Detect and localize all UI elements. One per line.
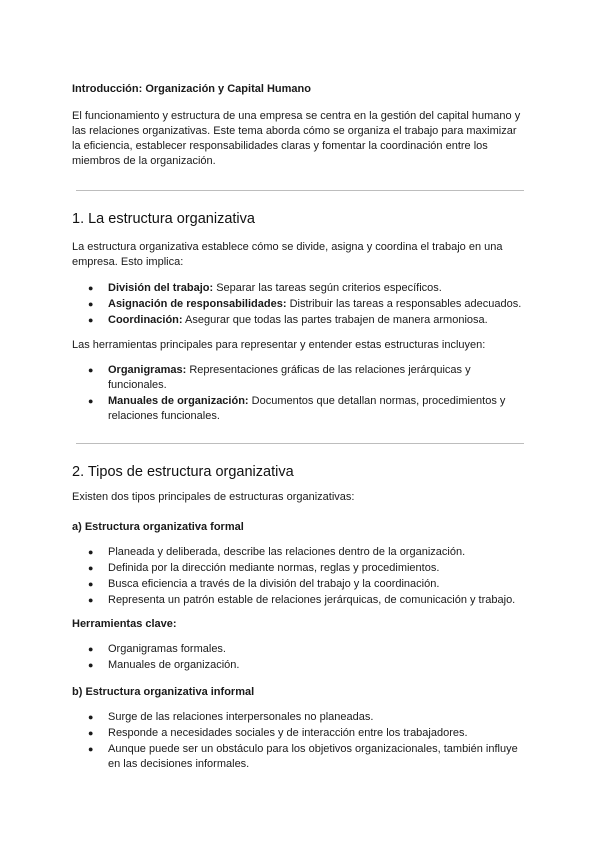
bullet-icon: ● [88,660,94,670]
list-item-text: Definida por la dirección mediante normas, reglas y procedimientos. [108,562,440,574]
divider [76,443,524,444]
bullet-icon: ● [88,396,94,406]
list-item [72,297,528,312]
list-item-text: Responde a necesidades sociales y de interacción entre los trabajadores. [108,727,468,739]
intro-title: Introducción: Organización y Capital Humano [72,83,311,95]
list-item [72,281,528,296]
tools-list [72,642,528,674]
intro-paragraph: El funcionamiento y estructura de una empresa se centra en la gestión del capital humano y las relaciones organizativas. Este tema aborda cómo se organiza el trabajo para maximizar la eficiencia, establecer responsabilidades claras y fomentar la coordinación entre los miembros de la organización. [72,110,521,167]
formal-list [72,545,528,609]
list-item-term: Manuales de organización: [108,395,249,407]
bullet-icon: ● [88,547,94,557]
bullet-icon: ● [88,728,94,738]
list-item [72,726,528,741]
list-item [72,658,528,673]
bullet-icon: ● [88,595,94,605]
section-1-paragraph: La estructura organizativa establece cómo se divide, asigna y coordina el trabajo en una empresa. Esto implica: [72,241,503,268]
bullet-icon: ● [88,365,94,375]
informal-heading: b) Estructura organizativa informal [72,686,255,698]
bullet-icon: ● [88,563,94,573]
list-item-text: Organigramas formales. [108,643,226,655]
bullet-icon: ● [88,744,94,754]
list-item [72,561,528,576]
bullet-icon: ● [88,315,94,325]
list-item [72,577,528,592]
list-item [72,742,528,772]
list-item [72,394,528,424]
formal-heading: a) Estructura organizativa formal [72,521,244,533]
list-item-term: División del trabajo: [108,282,214,294]
list-item [72,313,528,328]
list-item-text: Surge de las relaciones interpersonales no planeadas. [108,711,374,723]
tools-heading: Herramientas clave: [72,618,177,630]
list-item-desc: Separar las tareas según criterios específicos. [216,282,442,294]
section-1-paragraph-2: Las herramientas principales para representar y entender estas estructuras incluyen: [72,339,486,351]
list-item-text: Representa un patrón estable de relaciones jerárquicas, de comunicación y trabajo. [108,594,516,606]
list-item-term: Asignación de responsabilidades: [108,298,287,310]
list-item-desc: Documentos que detallan normas, procedimientos y relaciones funcionales. [108,395,506,422]
list-item-text: Busca eficiencia a través de la división del trabajo y la coordinación. [108,578,440,590]
list-item-desc: Distribuir las tareas a responsables adecuados. [289,298,522,310]
list-item-text: Manuales de organización. [108,659,240,671]
section-2-heading: 2. Tipos de estructura organizativa [72,464,294,480]
list-item-desc: Representaciones gráficas de las relaciones jerárquicas y funcionales. [108,364,471,391]
bullet-icon: ● [88,299,94,309]
section-1-heading: 1. La estructura organizativa [72,211,255,227]
bullet-icon: ● [88,579,94,589]
list-item [72,593,528,608]
section-1-tools-list [72,363,528,425]
list-item [72,545,528,560]
list-item-term: Coordinación: [108,314,183,326]
list-item-text: Aunque puede ser un obstáculo para los objetivos organizacionales, también influye en las decisiones informales. [108,743,518,770]
list-item-text: Planeada y deliberada, describe las relaciones dentro de la organización. [108,546,466,558]
section-2-paragraph: Existen dos tipos principales de estructuras organizativas: [72,491,355,503]
bullet-icon: ● [88,283,94,293]
divider [76,190,524,191]
list-item [72,363,528,393]
list-item [72,642,528,657]
informal-list [72,710,528,773]
bullet-icon: ● [88,712,94,722]
bullet-icon: ● [88,644,94,654]
section-1-list [72,281,528,329]
list-item-term: Organigramas: [108,364,187,376]
list-item [72,710,528,725]
list-item-desc: Asegurar que todas las partes trabajen de manera armoniosa. [185,314,488,326]
